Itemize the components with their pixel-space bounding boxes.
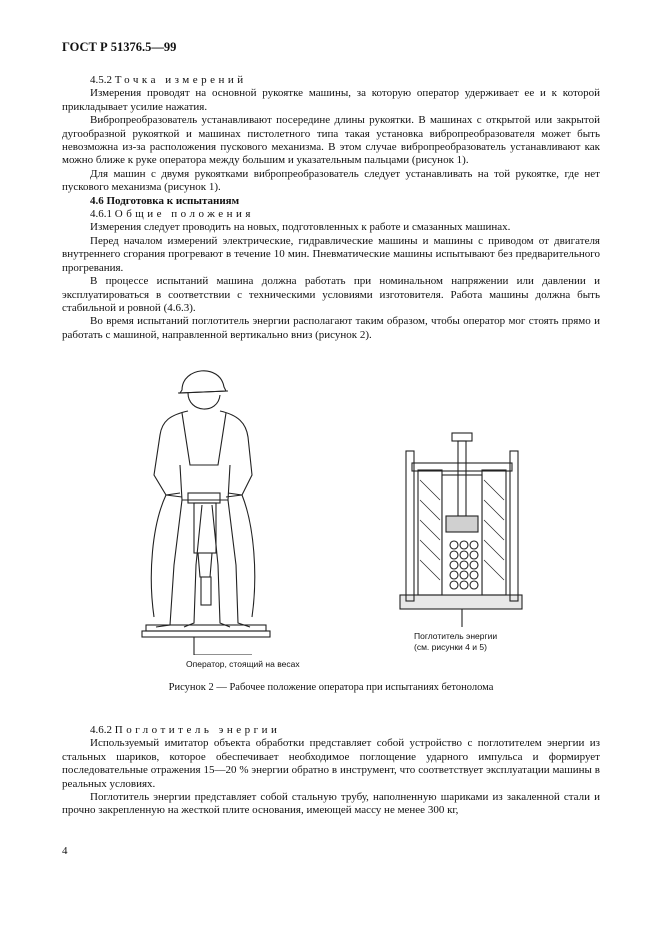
section-title: Поглотитель энергии xyxy=(114,724,281,736)
paragraph: Перед началом измерений электрические, гидравлические машины и машины с приводом от двигателя внутреннего сгорания прогревают в течение 10 мин. Пневматические машины испытывают без предварительного прогревания. xyxy=(62,234,600,274)
energy-absorber-drawing xyxy=(400,433,522,627)
page-number: 4 xyxy=(62,845,68,857)
section-title: Точка измерений xyxy=(114,74,247,86)
section-number: 4.5.2 xyxy=(90,74,112,86)
section-4-6-2-heading xyxy=(62,724,600,737)
absorber-label-1: Поглотитель энергии xyxy=(414,631,498,641)
figure-2 xyxy=(62,355,600,669)
absorber-label-2: (см. рисунки 4 и 5) xyxy=(414,642,487,652)
operator-label: Оператор, стоящий на весах xyxy=(186,659,300,669)
section-number: 4.6 xyxy=(90,194,104,207)
paragraph: В процессе испытаний машина должна работать при номинальном напряжении или давлении и эксплуатироваться в соответствии с техническими условиями изготовителя. Работа машины должна быть стабильной и ровной (4.6.3). xyxy=(62,275,600,314)
document-header: ГОСТ Р 51376.5—99 xyxy=(62,40,177,54)
paragraph: Измерения проводят на основной рукоятке машины, за которую оператор удерживает ее и к которой прикладывает усилие нажатия. xyxy=(62,87,600,113)
section-title: Подготовка к испытаниям xyxy=(106,194,240,207)
text-block-top xyxy=(62,74,600,342)
section-4-6-1-heading xyxy=(62,208,600,221)
section-4-5-2-heading xyxy=(62,74,600,87)
paragraph: Во время испытаний поглотитель энергии располагают таким образом, чтобы оператор мог стоять прямо и работать с машиной, направленной вертикально вниз (рисунок 2). xyxy=(62,315,600,341)
paragraph: Используемый имитатор объекта обработки представляет собой устройство с поглотителем энергии из стальных шариков, которое обеспечивает необходимое поглощение ударного импульса и формирует последовательные отражения 15—20 % энергии обратно в инструмент, что соответствует эксплуатации машины в реальных условиях. xyxy=(62,737,600,790)
figure-caption: Рисунок 2 — Рабочее положение оператора при испытаниях бетонолома xyxy=(168,682,494,693)
paragraph: Для машин с двумя рукоятками вибропреобразователь следует устанавливать на той рукоятке, где нет пускового механизма (рисунок 1). xyxy=(62,167,600,194)
section-number: 4.6.2 xyxy=(90,724,112,736)
paragraph: Измерения следует проводить на новых, подготовленных к работе и смазанных машинах. xyxy=(90,221,511,234)
text-block-bottom xyxy=(62,724,600,818)
operator-illustration xyxy=(142,371,270,655)
section-title: Общие положения xyxy=(114,208,254,221)
section-4-6-heading xyxy=(62,195,600,208)
paragraph: Вибропреобразователь устанавливают посередине длины рукоятки. В машинах с открытой или закрытой дугообразной рукояткой и машинах пистолетного типа такая установка вибропреобразователя может быть невозможна из-за расположения пускового механизма. В этом случае вибропреобразователь устанавливают как можно ближе к руке оператора между большим и указательным пальцами (рисунок 1). xyxy=(62,114,600,167)
section-number: 4.6.1 xyxy=(90,208,112,221)
paragraph: Поглотитель энергии представляет собой стальную трубу, наполненную шариками из закаленной стали и прочно закрепленную на жесткой плите основания, имеющей массу не менее 300 кг, xyxy=(62,791,600,817)
figure-drawing xyxy=(62,355,600,655)
